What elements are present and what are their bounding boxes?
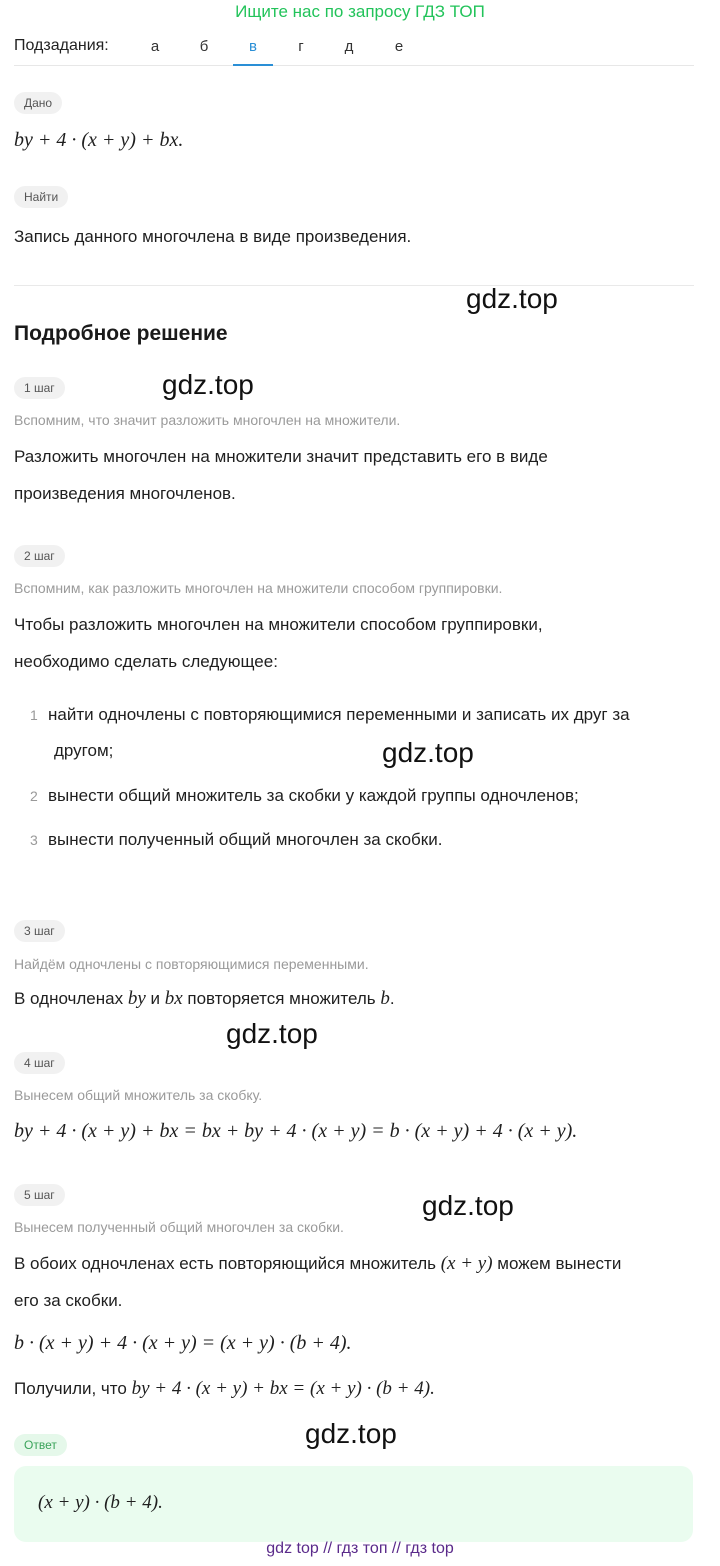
step-5-math-1: (x + y) xyxy=(440,1253,493,1274)
step-3-text-2: и xyxy=(145,989,165,1008)
conclusion-text: Получили, что xyxy=(14,1379,132,1398)
watermark: gdz.top xyxy=(162,369,254,400)
step-5-expression: b · (x + y) + 4 · (x + y) = (x + y) · (b + 4). xyxy=(14,1332,352,1354)
given-expression: by + 4 · (x + y) + bx. xyxy=(14,129,184,151)
step-5-text-2: можем вынести xyxy=(492,1254,622,1273)
list-item-text: вынести полученный общий многочлен за скобки. xyxy=(48,830,443,849)
step-5-hint: Вынесем полученный общий многочлен за скобки. xyxy=(14,1219,344,1235)
watermark: gdz.top xyxy=(226,1018,318,1049)
section-divider xyxy=(14,285,694,286)
footer-links[interactable]: gdz top // гдз топ // гдз top xyxy=(266,1540,454,1557)
step-5-text-1: В обоих одночленах есть повторяющийся множитель xyxy=(14,1254,441,1273)
tab-d[interactable]: д xyxy=(344,38,354,55)
tab-a[interactable]: а xyxy=(150,38,160,55)
answer-expression: (x + y) · (b + 4). xyxy=(38,1492,163,1513)
tab-b[interactable]: б xyxy=(199,38,209,55)
step-2-tag: 2 шаг xyxy=(14,545,65,567)
step-5-tag: 5 шаг xyxy=(14,1184,65,1206)
subtasks-label: Подзадания: xyxy=(14,37,109,54)
list-item-text: найти одночлены с повторяющимися переменными и записать их друг за xyxy=(48,705,630,724)
tab-g[interactable]: г xyxy=(298,38,304,55)
watermark: gdz.top xyxy=(382,737,474,768)
list-item-text-cont: другом; xyxy=(54,741,114,760)
promo-banner: Ищите нас по запросу ГДЗ ТОП xyxy=(235,2,485,21)
step-3-text-4: . xyxy=(389,989,395,1008)
step-5-line-1 xyxy=(14,1253,621,1275)
tab-e[interactable]: е xyxy=(394,38,404,55)
step-3-math-3: b xyxy=(380,988,390,1009)
find-tag: Найти xyxy=(14,186,68,208)
step-1-tag: 1 шаг xyxy=(14,377,65,399)
step-4-tag: 4 шаг xyxy=(14,1052,65,1074)
step-2-line-1: Чтобы разложить многочлен на множители способом группировки, xyxy=(14,615,543,634)
step-3-tag: 3 шаг xyxy=(14,920,65,942)
find-text: Запись данного многочлена в виде произведения. xyxy=(14,227,412,246)
answer-box xyxy=(14,1466,693,1542)
watermark: gdz.top xyxy=(422,1190,514,1221)
step-2-line-2: необходимо сделать следующее: xyxy=(14,652,278,671)
step-1-line-2: произведения многочленов. xyxy=(14,484,236,503)
step-5-conclusion xyxy=(14,1378,435,1400)
watermark: gdz.top xyxy=(466,283,558,314)
given-tag: Дано xyxy=(14,92,62,114)
step-3-line xyxy=(14,988,395,1010)
step-4-hint: Вынесем общий множитель за скобку. xyxy=(14,1087,263,1103)
answer-tag: Ответ xyxy=(14,1434,67,1456)
step-3-hint: Найдём одночлены с повторяющимися переменными. xyxy=(14,956,369,972)
step-4-expression: by + 4 · (x + y) + bx = bx + by + 4 · (x + y) = b · (x + y) + 4 · (x + y). xyxy=(14,1120,578,1142)
step-3-math-2: bx xyxy=(164,988,183,1009)
watermark: gdz.top xyxy=(305,1418,397,1449)
solution-heading: Подробное решение xyxy=(14,322,228,345)
subtask-tabs xyxy=(14,36,694,66)
conclusion-math: by + 4 · (x + y) + bx = (x + y) · (b + 4). xyxy=(131,1378,435,1399)
list-item-number: 1 xyxy=(30,707,38,723)
tab-v[interactable]: в xyxy=(233,38,273,66)
list-item-number: 3 xyxy=(30,832,38,848)
step-2-hint: Вспомним, как разложить многочлен на множители способом группировки. xyxy=(14,580,503,596)
list-item-text: вынести общий множитель за скобки у каждой группы одночленов; xyxy=(48,786,579,805)
step-5-line-2: его за скобки. xyxy=(14,1291,123,1310)
step-1-hint: Вспомним, что значит разложить многочлен на множители. xyxy=(14,412,401,428)
step-3-text-3: повторяется множитель xyxy=(182,989,381,1008)
step-3-text-1: В одночленах xyxy=(14,989,128,1008)
step-3-math-1: by xyxy=(127,988,146,1009)
list-item-number: 2 xyxy=(30,788,38,804)
step-1-line-1: Разложить многочлен на множители значит представить его в виде xyxy=(14,447,548,466)
